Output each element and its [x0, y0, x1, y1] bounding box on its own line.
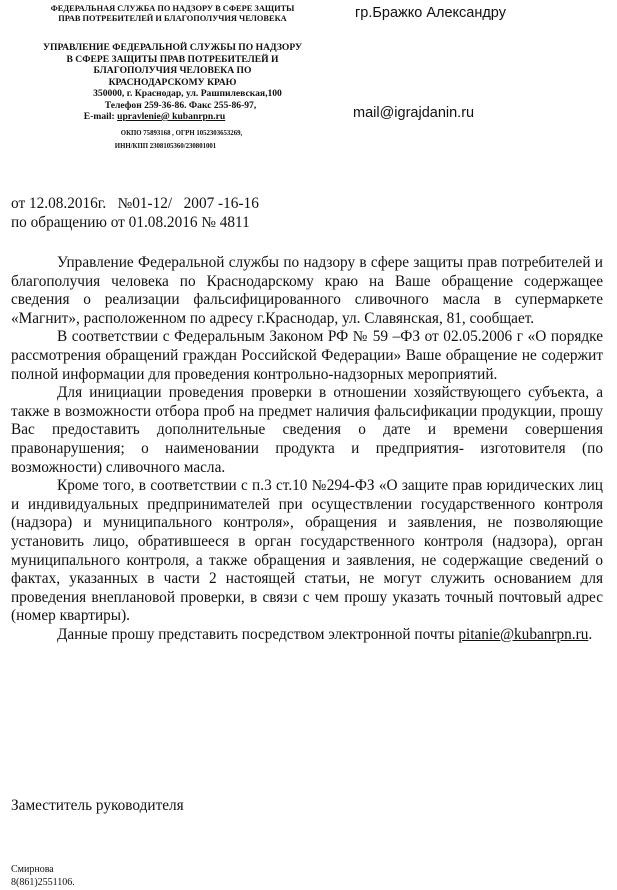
- signature-title: Заместитель руководителя: [11, 797, 184, 814]
- okpo-line: ОКПО 75893168 , ОГРН 1052303653269,: [120, 129, 243, 137]
- inn-line: ИНН/КПП 2308105360/230801001: [114, 142, 217, 150]
- dept-line-1: УПРАВЛЕНИЕ ФЕДЕРАЛЬНОЙ СЛУЖБЫ ПО НАДЗОРУ: [42, 42, 303, 53]
- letterhead-phone: Телефон 259-36-86. Факс 255-86-97,: [104, 99, 257, 111]
- paragraph-2: В соответствии с Федеральным Законом РФ № 59 –ФЗ от 02.05.2006 г «О порядке рассмотрения обращений граждан Российской Федерации» Ваше обращение не содержит полной информации для проведения контрольно-надзорных мероприятий.: [11, 328, 603, 383]
- agency-line-2: ПРАВ ПОТРЕБИТЕЛЕЙ И БЛАГОПОЛУЧИЯ ЧЕЛОВЕКА: [58, 14, 287, 23]
- dept-line-2: В СФЕРЕ ЗАЩИТЫ ПРАВ ПОТРЕБИТЕЛЕЙ И: [66, 53, 279, 65]
- reference-line-1: от 12.08.2016г. №01-12/ 2007 -16-16: [11, 195, 259, 212]
- pitanie-email-link[interactable]: pitanie@kubanrpn.ru: [458, 625, 589, 643]
- letterhead: [10, 4, 335, 151]
- letterhead-email-row: [10, 111, 335, 123]
- dept-line-4: КРАСНОДАРСКОМУ КРАЮ: [108, 76, 237, 88]
- email-label: E-mail:: [83, 111, 118, 122]
- recipient-name: гр.Бражко Александру: [355, 5, 506, 21]
- paragraph-5-end: .: [588, 625, 593, 643]
- letterhead-email-link[interactable]: upravlenie@ kubanrpn.ru: [117, 111, 226, 122]
- executor-phone: 8(861)2551106.: [11, 877, 75, 888]
- dept-line-3: БЛАГОПОЛУЧИЯ ЧЕЛОВЕКА ПО: [93, 65, 252, 76]
- recipient-email: mail@igrajdanin.ru: [353, 105, 475, 121]
- executor-name: Смирнова: [11, 864, 54, 875]
- letter-body: [11, 254, 603, 644]
- letterhead-address: 350000, г. Краснодар, ул. Рашпилевская,100: [93, 88, 282, 99]
- agency-line-1: ФЕДЕРАЛЬНАЯ СЛУЖБА ПО НАДЗОРУ В СФЕРЕ ЗАЩИТЫ: [50, 4, 295, 13]
- paragraph-1: Управление Федеральной службы по надзору в сфере защиты прав потребителей и благополучия человека по Краснодарскому краю на Ваше обращение содержащее сведения о реализации фальсифицированного сливочного масла в супермаркете «Магнит», расположенном по адресу г.Краснодар, ул. Славянская, 81, сообщает.: [11, 254, 603, 327]
- paragraph-3: Для инициации проведения проверки в отношении хозяйствующего субъекта, а также в возможности отбора проб на предмет наличия фальсификации продукции, прошу Вас предоставить дополнительные сведения о дате и времени совершения правонарушения; о наименовании продукта и предприятия- изготовителя (по возможности) сливочного масла.: [11, 384, 603, 476]
- paragraph-4: Кроме того, в соответствии с п.3 ст.10 №294-ФЗ «О защите прав юридических лиц и индивидуальных предпринимателей при осуществлении государственного контроля (надзора) и муниципального контроля», обращения и заявления, не позволяющие установить лицо, обратившееся в орган государственного контроля (надзора), орган муниципального контроля, а также обращения и заявления, не содержащие сведений о фактах, указанных в части 2 настоящей статьи, не могут служить основанием для проведения внеплановой проверки, в связи с чем прошу указать точный почтовый адрес (номер квартиры).: [11, 477, 603, 625]
- paragraph-5-text: Данные прошу представить посредством электронной почты: [57, 625, 459, 643]
- reference-line-2: по обращению от 01.08.2016 № 4811: [11, 214, 250, 231]
- paragraph-5: [11, 626, 603, 645]
